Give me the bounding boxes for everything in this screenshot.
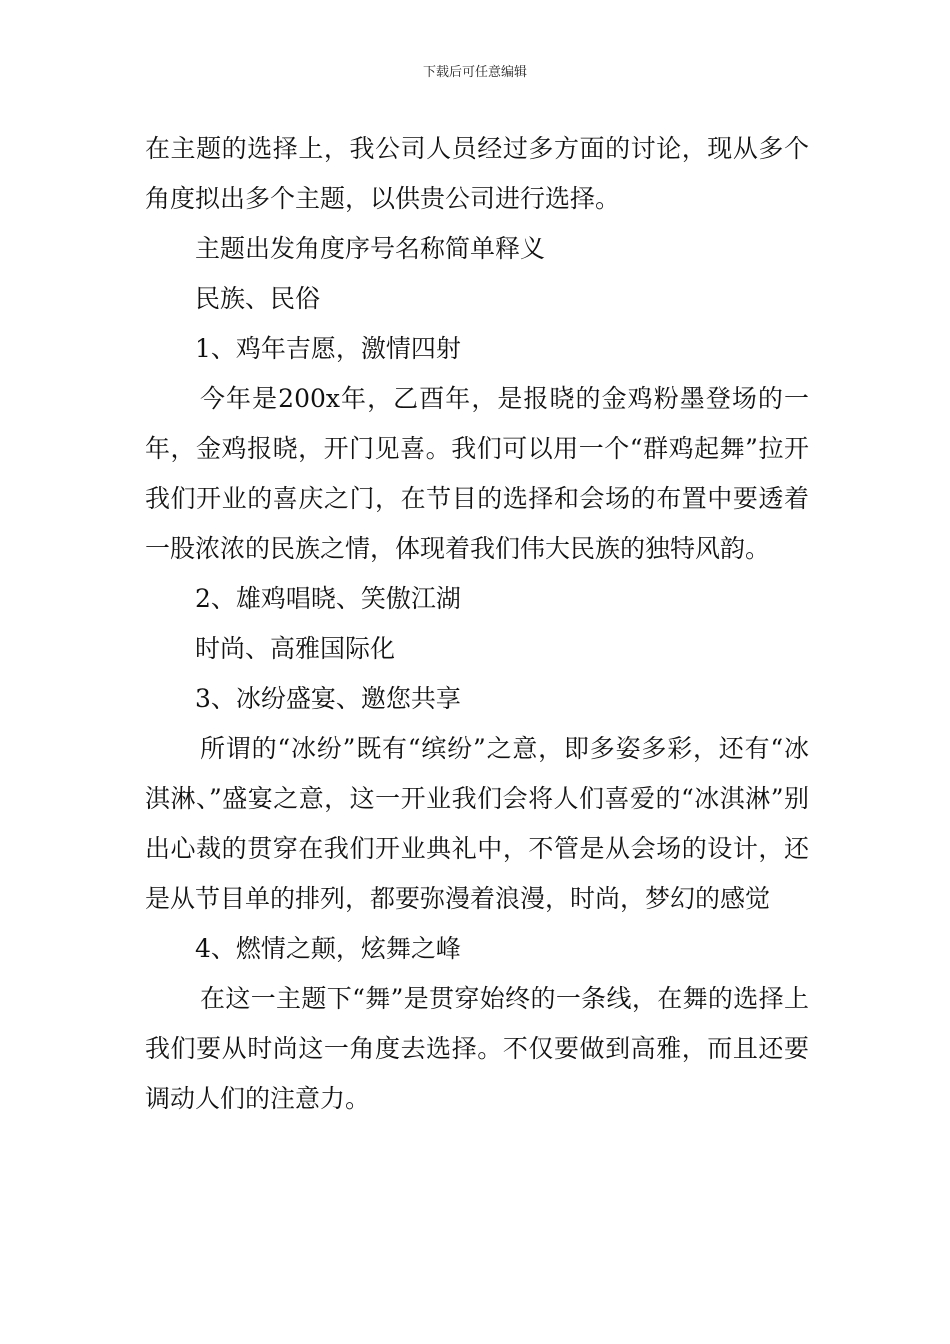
paragraph-theme-3-description: 所谓的“冰纷”既有“缤纷”之意，即多姿多彩，还有“冰淇淋、”盛宴之意，这一开业我们会将人们喜爱的“冰淇淋”别出心裁的贯穿在我们开业典礼中，不管是从会场的设计，还是从节目单的排列，都要弥漫着浪漫，时尚，梦幻的感觉: [145, 734, 809, 913]
paragraph-theme-2-title: 2、雄鸡唱晓、笑傲江湖: [195, 584, 461, 613]
paragraph-table-header: 主题出发角度序号名称简单释义: [195, 234, 546, 263]
paragraph-theme-1-title: 1、鸡年吉愿，激情四射: [195, 334, 461, 363]
paragraph-theme-4-title: 4、燃情之颠，炫舞之峰: [195, 934, 461, 963]
document-body: [145, 124, 809, 1124]
paragraph-theme-4-description: 在这一主题下“舞”是贯穿始终的一条线，在舞的选择上我们要从时尚这一角度去选择。不仅要做到高雅，而且还要调动人们的注意力。: [145, 984, 809, 1113]
paragraph-theme-3-title: 3、冰纷盛宴、邀您共享: [195, 684, 461, 713]
paragraph-category-folk: 民族、民俗: [195, 284, 321, 313]
paragraph-theme-1-description: 今年是200x年，乙酉年，是报晓的金鸡粉墨登场的一年，金鸡报晓，开门见喜。我们可以用一个“群鸡起舞”拉开我们开业的喜庆之门，在节目的选择和会场的布置中要透着一股浓浓的民族之情，体现着我们伟大民族的独特风韵。: [145, 384, 809, 563]
page-header-note: 下载后可任意编辑: [422, 65, 527, 80]
paragraph-category-fashion: 时尚、高雅国际化: [195, 634, 396, 663]
paragraph-theme-intro: 在主题的选择上，我公司人员经过多方面的讨论，现从多个角度拟出多个主题，以供贵公司进行选择。: [145, 134, 809, 213]
